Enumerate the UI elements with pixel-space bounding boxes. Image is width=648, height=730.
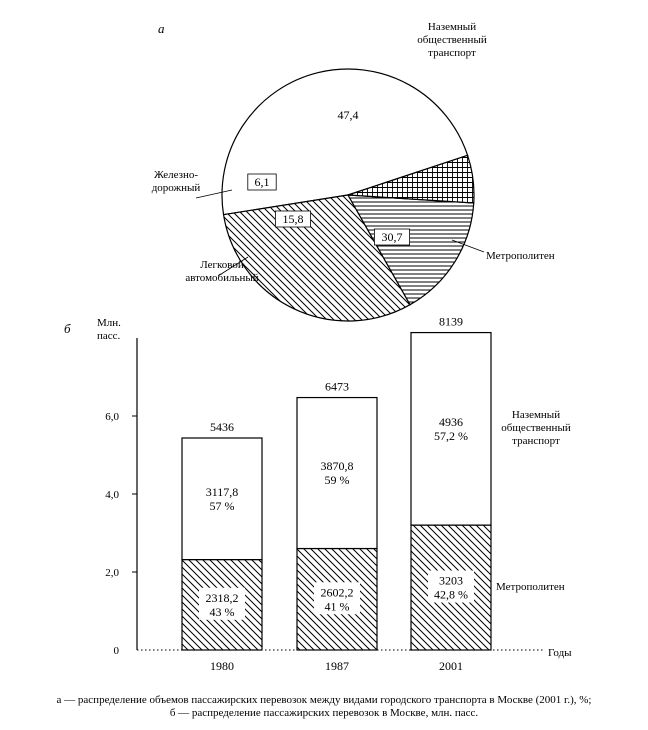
pie-chart xyxy=(152,21,555,321)
bar-percent-ground-1987: 59 % xyxy=(324,473,350,488)
pie-label-car: Легковой автомобильный xyxy=(185,259,259,284)
bar-percent-metro-1980: 43 % xyxy=(209,604,235,619)
bar-value-metro-1987: 2602,2 xyxy=(320,585,354,600)
pie-value-ground: 47,4 xyxy=(337,108,359,122)
y-tick-label: 6,0 xyxy=(105,411,119,423)
x-tick-label-2001: 2001 xyxy=(439,659,463,673)
x-tick-label-1980: 1980 xyxy=(210,659,234,673)
y-tick-label: 0 xyxy=(113,645,119,657)
pie-value-car: 15,8 xyxy=(282,212,304,226)
pie-panel-letter: а xyxy=(158,21,165,36)
figure-caption xyxy=(0,694,648,720)
bar-panel-letter: б xyxy=(64,321,71,336)
pie-label-rail: Железно-дорожный xyxy=(151,169,201,194)
y-tick-label: 4,0 xyxy=(105,489,119,501)
legend-metro: Метрополитен xyxy=(496,581,565,593)
x-tick-label-1987: 1987 xyxy=(325,659,349,673)
pie-label-ground: Наземный общественный транспорт xyxy=(417,21,487,59)
pie-label-metro: Метрополитен xyxy=(486,250,555,262)
legend-ground: Наземный общественный транспорт xyxy=(501,409,571,447)
bar-value-metro-2001: 3203 xyxy=(439,573,463,588)
caption-line-a: а — распределение объемов пассажирских перевозок между видами городского транспорта в Москве (2001 г.), %; xyxy=(56,694,592,706)
pie-value-metro: 30,7 xyxy=(381,230,403,244)
bar-percent-metro-1987: 41 % xyxy=(324,599,350,614)
bar-value-ground-2001: 4936 xyxy=(439,414,463,429)
bar-percent-metro-2001: 42,8 % xyxy=(434,587,468,602)
bar-total-2001: 8139 xyxy=(439,314,463,329)
y-tick-label: 2,0 xyxy=(105,567,119,579)
y-axis-label: Млн. пасс. xyxy=(97,317,121,342)
caption-line-b: б — распределение пассажирских перевозок в Москве, млн. пасс. xyxy=(169,707,479,719)
bar-percent-ground-2001: 57,2 % xyxy=(434,428,468,443)
x-axis-label: Годы xyxy=(548,647,572,659)
bar-value-ground-1980: 3117,8 xyxy=(205,484,239,499)
bar-value-metro-1980: 2318,2 xyxy=(205,590,239,605)
bar-percent-ground-1980: 57 % xyxy=(209,498,235,513)
bar-value-ground-1987: 3870,8 xyxy=(320,459,354,474)
bar-chart xyxy=(97,315,572,673)
bar-total-1980: 5436 xyxy=(210,419,234,434)
bar-total-1987: 6473 xyxy=(325,379,349,394)
pie-value-rail: 6,1 xyxy=(254,175,270,189)
